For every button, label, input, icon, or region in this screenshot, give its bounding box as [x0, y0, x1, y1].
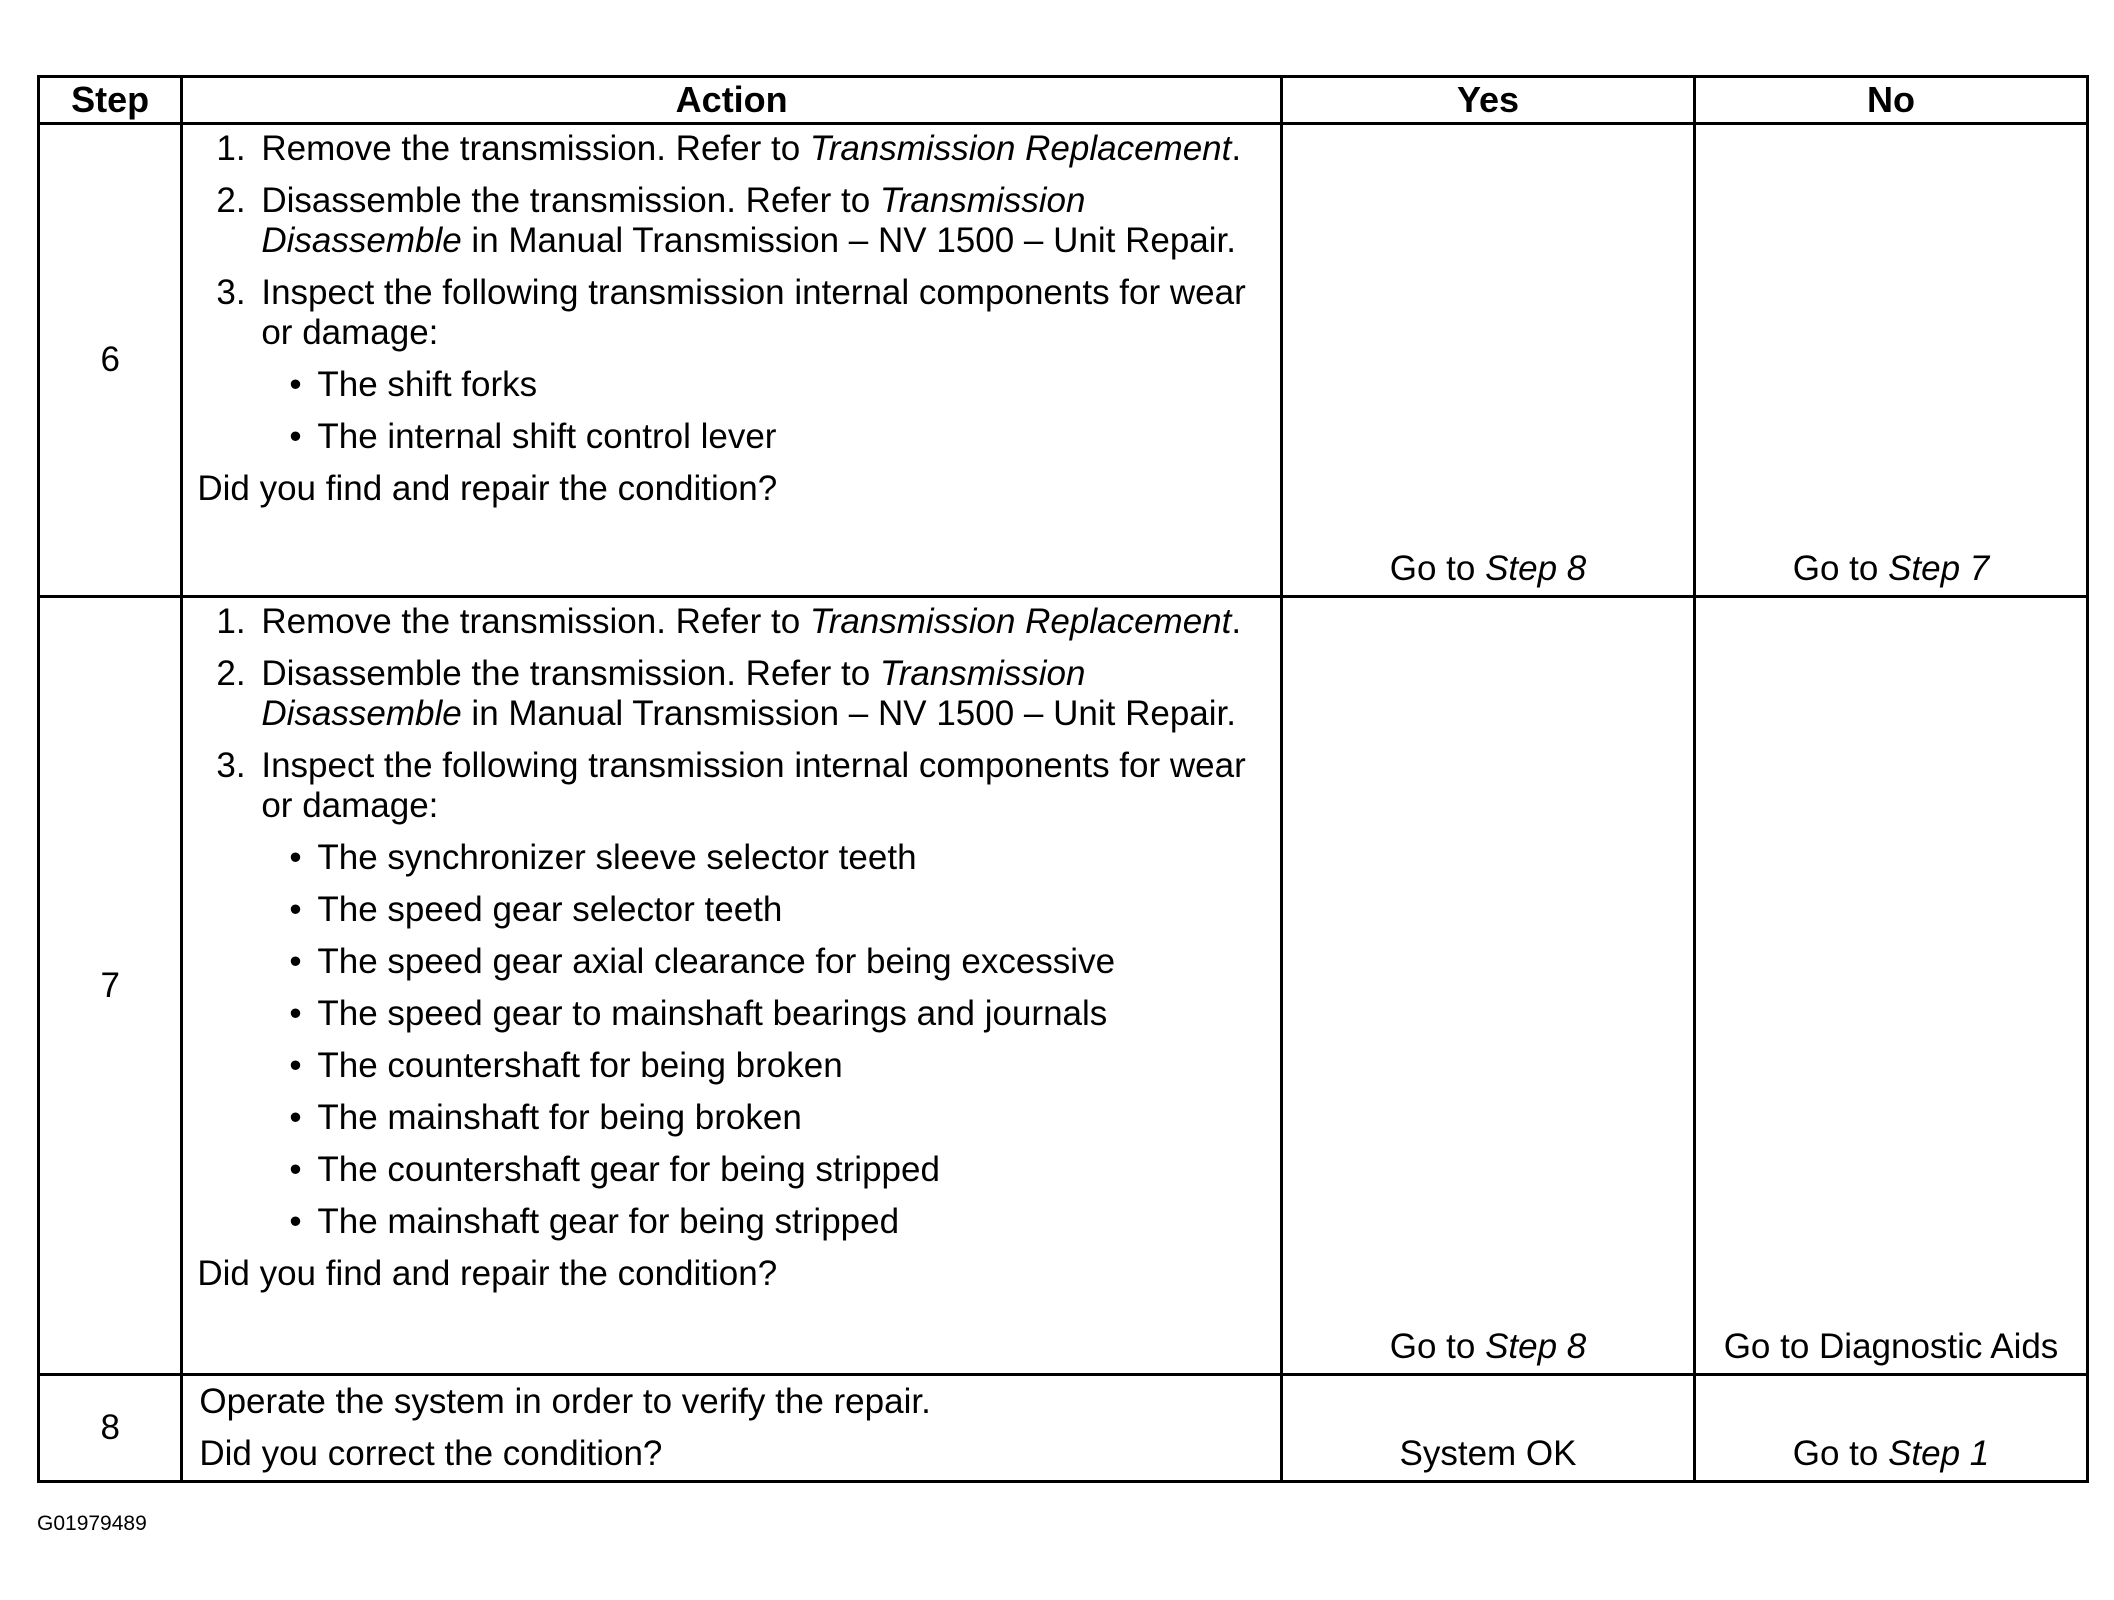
step-number: 6: [39, 124, 182, 597]
header-yes: Yes: [1282, 77, 1695, 124]
substep: 3. Inspect the following transmission internal components for wear or damage: • The synchronizer sleeve selector teeth • The speed gear selector teeth • The speed gear axial clearance for being excessive • The speed gear to mainshaft bearings and journals • The countershaft for being broken • The mainshaft for being broken • The countershaft gear for being stripped • The mainshaft gear for being stripped: [255, 746, 1266, 1242]
yes-result: Go to Step 8: [1282, 124, 1695, 597]
step-ref: Step 8: [1485, 549, 1587, 588]
reference-link: Transmission Replacement: [809, 602, 1232, 641]
list-item: • The countershaft for being broken: [317, 1046, 1266, 1086]
no-result: Go to Step 7: [1695, 124, 2088, 597]
substep: 1. Remove the transmission. Refer to Transmission Replacement.: [255, 602, 1266, 642]
step-ref: Step 7: [1888, 549, 1990, 588]
list-item: • The mainshaft gear for being stripped: [317, 1202, 1266, 1242]
question-text: Did you find and repair the condition?: [197, 1254, 778, 1293]
table-row: [39, 597, 2088, 1375]
reference-link: Transmission Replacement: [809, 129, 1232, 168]
reference-link: Transmission Disassemble: [261, 181, 1086, 260]
list-item: • The shift forks: [317, 365, 1266, 405]
no-result: Go to Diagnostic Aids: [1695, 597, 2088, 1375]
step-number: 7: [39, 597, 182, 1375]
list-item: • The countershaft gear for being stripped: [317, 1150, 1266, 1190]
figure-id: G01979489: [37, 1512, 147, 1535]
list-item: • The speed gear selector teeth: [317, 890, 1266, 930]
bullet-list: [261, 838, 1266, 1242]
table-row: [39, 1375, 2088, 1482]
list-item: • The speed gear axial clearance for being excessive: [317, 942, 1266, 982]
step-number: 8: [39, 1375, 182, 1482]
substep-list: [199, 602, 1266, 1242]
action-cell: [182, 124, 1282, 597]
list-item: • The speed gear to mainshaft bearings and journals: [317, 994, 1266, 1034]
table-row: [39, 124, 2088, 597]
header-action: Action: [182, 77, 1282, 124]
list-item: • The mainshaft for being broken: [317, 1098, 1266, 1138]
action-cell: [182, 597, 1282, 1375]
action-cell: [182, 1375, 1282, 1482]
header-no: No: [1695, 77, 2088, 124]
yes-result: System OK: [1282, 1375, 1695, 1482]
substep: 1. Remove the transmission. Refer to Transmission Replacement.: [255, 129, 1266, 169]
list-item: • The synchronizer sleeve selector teeth: [317, 838, 1266, 878]
step-ref: Step 8: [1485, 1327, 1587, 1366]
header-step: Step: [39, 77, 182, 124]
step-ref: Step 1: [1888, 1434, 1990, 1473]
list-item: • The internal shift control lever: [317, 417, 1266, 457]
no-result: Go to Step 1: [1695, 1375, 2088, 1482]
question-text: Did you correct the condition?: [199, 1434, 663, 1473]
diagnostic-table: [37, 75, 2089, 1483]
table-header-row: [39, 77, 2088, 124]
substep: 2. Disassemble the transmission. Refer to Transmission Disassemble in Manual Transmission – NV 1500 – Unit Repair.: [255, 654, 1266, 734]
substep: 2. Disassemble the transmission. Refer to Transmission Disassemble in Manual Transmission – NV 1500 – Unit Repair.: [255, 181, 1266, 261]
bullet-list: [261, 365, 1266, 457]
instruction-text: Operate the system in order to verify the repair.: [199, 1382, 931, 1421]
yes-result: Go to Step 8: [1282, 597, 1695, 1375]
reference-link: Transmission Disassemble: [261, 654, 1086, 733]
question-text: Did you find and repair the condition?: [197, 469, 778, 508]
substep-list: [199, 129, 1266, 457]
substep: 3. Inspect the following transmission internal components for wear or damage: • The shift forks • The internal shift control lever: [255, 273, 1266, 457]
